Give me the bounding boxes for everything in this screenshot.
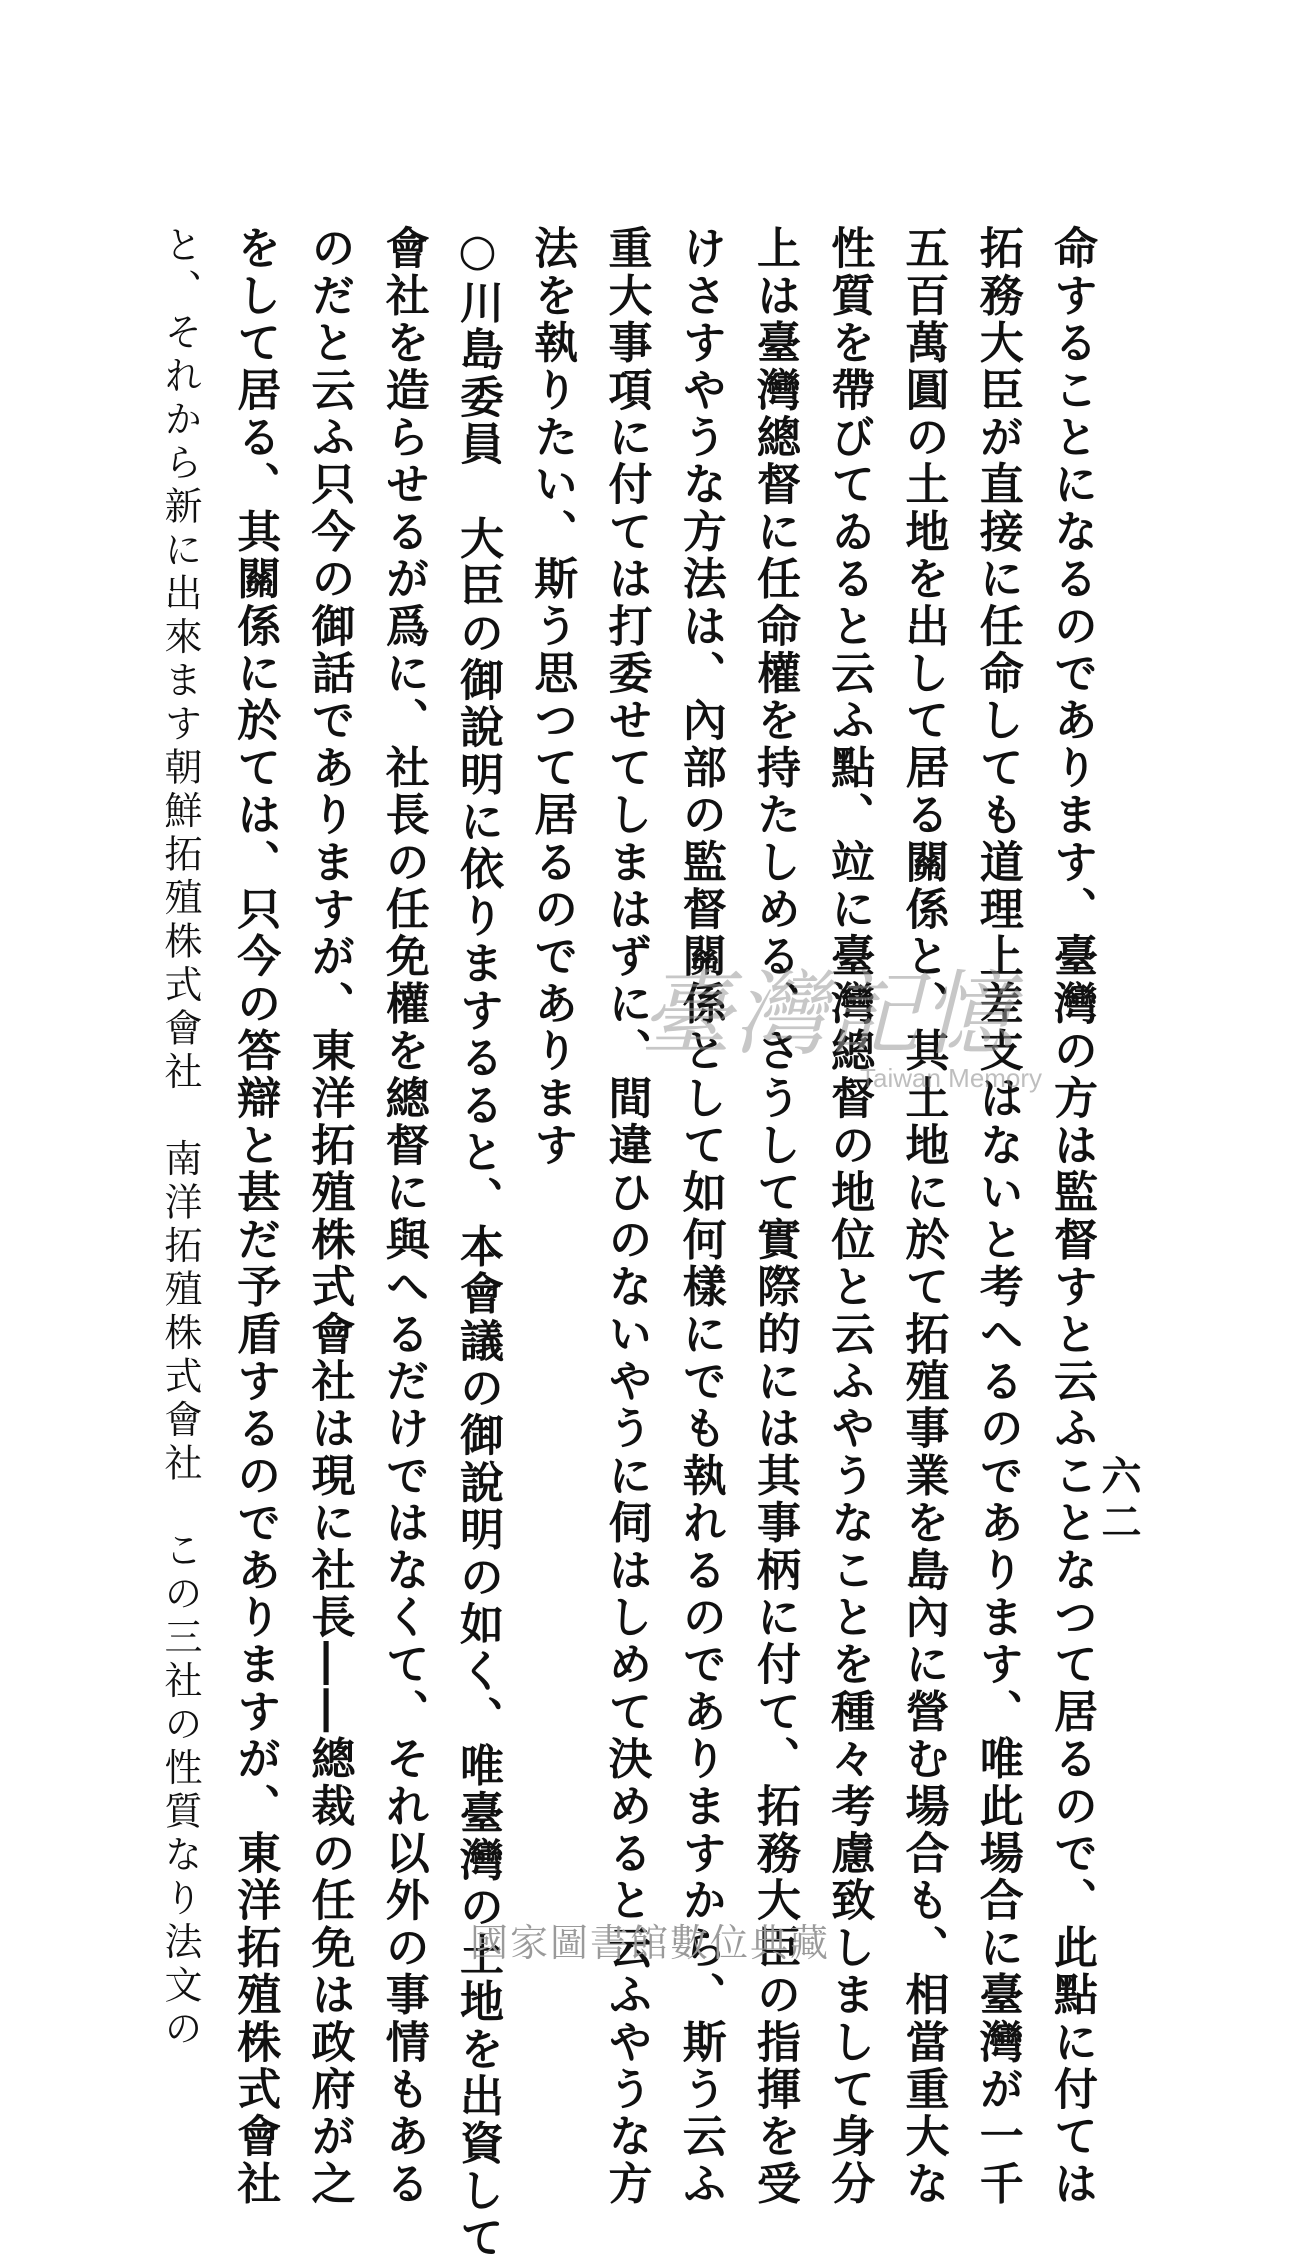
footer-credit: 國家圖書館數位典藏 <box>469 1921 830 1965</box>
text-line: のだと云ふ只今の御話でありますが、東洋拓殖株式會社は現に社長――總裁の任免は政府が之 <box>303 225 355 2208</box>
watermark-english: Taiwan Memory <box>860 1063 1043 1093</box>
text-line: をして居る、其關係に於ては、只今の答辯と甚だ予盾するのでありますが、東洋拓殖株式會社 <box>229 225 281 2208</box>
watermark-logo: 臺灣記憶 <box>640 961 1017 1068</box>
text-line: 五百萬圓の土地を出して居る關係と、其土地に於て拓殖事業を島內に營む場合も、相當重大な <box>897 225 949 2208</box>
text-line: 法を執りたい、斯う思つて居るのであります <box>526 225 578 1169</box>
text-line: けさすやうな方法は、內部の監督關係として如何樣にでも執れるのでありますから、斯う云ふ <box>674 225 726 2208</box>
text-line: 命することになるのであります、臺灣の方は監督すと云ふことなつて居るので、此點に付ては <box>1046 225 1097 2208</box>
text-line: 拓務大臣が直接に任命しても道理上差支はないと考へるのであります、唯此場合に臺灣が一千 <box>971 225 1023 2208</box>
text-line: 會社を造らせるが爲に、社長の任免權を總督に與へるだけではなくて、それ以外の事情もある <box>377 225 429 2208</box>
text-line: 性質を帶びてゐると云ふ點、竝に臺灣總督の地位と云ふやうなことを種々考慮致しまして身分 <box>823 225 875 2208</box>
text-line: 重大事項に付ては打委せてしまはずに、間違ひのないやうに伺はしめて決めると云ふやうな方 <box>600 225 652 2208</box>
text-line: 上は臺灣總督に任命權を持たしめる、さうして實際的には其事柄に付て、拓務大臣の指揮を受 <box>749 225 800 2208</box>
page-number: 六二 <box>1095 1455 1142 1547</box>
text-line: ○川島委員 大臣の御說明に依りまするると、本會議の御說明の如く、唯臺灣の土地を出資して <box>452 225 503 2262</box>
text-line: と、それから新に出來ます朝鮮拓殖株式會社 南洋拓殖株式會社 この三社の性質なり法文の <box>158 225 202 2052</box>
